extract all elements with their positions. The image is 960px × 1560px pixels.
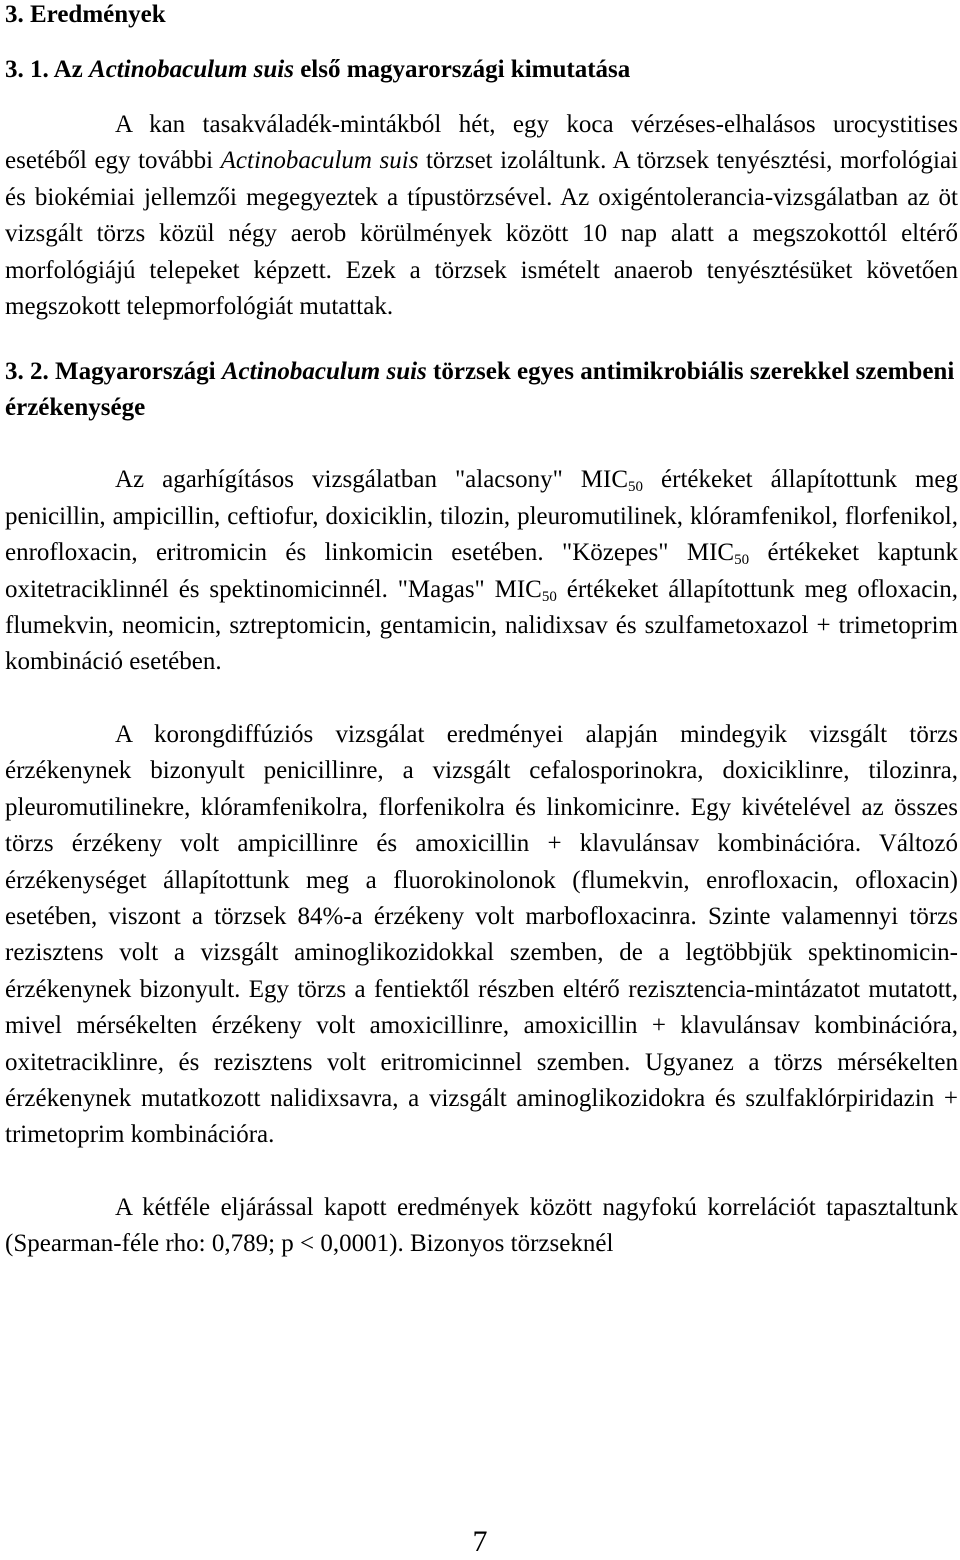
- subsection-2-species: Actinobaculum suis: [221, 358, 427, 386]
- paragraph-agar-b: értékeket állapítottunk meg penicillin, ampicillin, ceftiofur, doxiciklin, tilozin, pleuromutilinek, klóramfenikol, florfenikol, enrofloxacin, eritromicin és linkomicin esetében. "Közepes" MIC: [5, 466, 959, 567]
- paragraph-disk-diffusion: [5, 717, 958, 1154]
- paragraph-isolation-a: A kan tasakváladék-mintákból hét, egy koca vérzéses-elhalásos urocystitises esetéből egy további: [5, 111, 958, 175]
- paragraph-agar-a: Az agarhígításos vizsgálatban "alacsony" MIC: [115, 466, 629, 494]
- paragraph-correlation-text: A kétféle eljárással kapott eredmények között nagyfokú korrelációt tapasztaltunk (Spearman-féle rho: 0,789; p < 0,0001). Bizonyos törzseknél: [5, 1193, 958, 1258]
- subsection-1-number: 3. 1.: [5, 56, 49, 83]
- paragraph-disk-text: A korongdiffúziós vizsgálat eredményei alapján mindegyik vizsgált törzs érzékenynek bizonyult penicillinre, a vizsgált cefalosporinokra, doxiciklinre, tilozinra, pleuromutilinekre, klóramfenikolra, florfenikolra és linkomicinre. Egy kivételével az összes törzs érzékeny volt ampicillinre és amoxicillin + klavulánsav kombinációra. Változó érzékenységet állapítottunk meg a fluorokinolonok (flumekvin, enrofloxacin, ofloxacin) esetében, viszont a törzsek 84%-a érzékeny volt marbofloxacinra. Szinte valamennyi törzs rezisztens volt a vizsgált aminoglikozidokkal szemben, de a legtöbbjük spektinomicin-érzékenynek bizonyult. Egy törzs a fentiektől részben eltérő rezisztencia-mintázatot mutatott, mivel mérsékelten érzékeny volt amoxicillinre, amoxicillin + klavulánsav kombinációra, oxitetraciklinre, és rezisztens volt eritromicinnel szemben. Ugyanez a törzs mérsékelten érzékenynek mutatkozott nalidixsavra, a vizsgált aminoglikozidokra és szulfaklórpiridazin + trimetoprim kombinációra.: [5, 720, 958, 1149]
- paragraph-agar-dilution: [5, 462, 958, 680]
- subsection-2-post: törzsek egyes antimikrobiális szerekkel szembeni érzékenysége: [5, 358, 955, 422]
- subsection-1-species: Actinobaculum suis: [89, 56, 294, 83]
- subsection-2-pre: Magyarországi: [55, 358, 216, 386]
- paragraph-isolation-b: törzset izoláltunk. A törzsek tenyésztési, morfológiai és biokémiai jellemzői megegyeztek a típustörzsével. Az oxigéntolerancia-vizsgálatban az öt vizsgált törzs közül négy aerob körülmények között 10 nap alatt a megszokottól eltérő morfológiájú telepeket képzett. Ezek a törzsek ismételt anaerob tenyésztésüket követően megszokott telepmorfológiát mutattak.: [5, 147, 959, 321]
- subsection-1-pre: Az: [53, 56, 83, 83]
- subsection-heading-2: [5, 354, 958, 426]
- paragraph-agar-d: értékeket állapítottunk meg ofloxacin, flumekvin, neomicin, sztreptomicin, gentamicin, nalidixsav és szulfametoxazol + trimetoprim kombináció esetében.: [5, 575, 959, 676]
- paragraph-isolation-species: Actinobaculum suis: [220, 147, 419, 175]
- mic-subscript-3: 50: [541, 588, 557, 605]
- section-title: [5, 0, 958, 32]
- paragraph-isolation: [5, 107, 958, 325]
- page-number: 7: [472, 1525, 488, 1558]
- paragraph-agar-c: értékeket kaptunk oxitetraciklinnél és spektinomicinnél. "Magas" MIC: [5, 539, 959, 603]
- mic-subscript-1: 50: [628, 479, 644, 496]
- subsection-2-number: 3. 2.: [5, 358, 49, 386]
- subsection-1-post: első magyarországi kimutatása: [300, 56, 631, 83]
- subsection-heading-1: [5, 52, 958, 88]
- section-title-text: 3. Eredmények: [5, 1, 166, 28]
- mic-subscript-2: 50: [734, 552, 750, 569]
- paragraph-correlation: [5, 1190, 958, 1263]
- document-page: [5, 0, 958, 1263]
